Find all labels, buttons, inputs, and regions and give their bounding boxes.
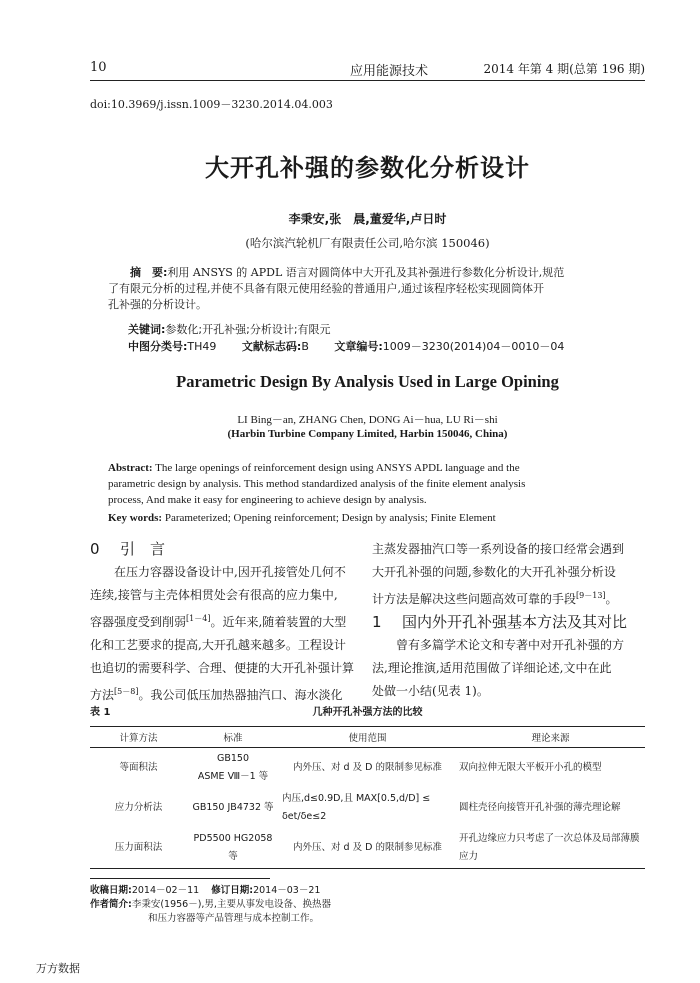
table-cell: 等面积法 — [119, 762, 158, 773]
body-line: 处做一小结(见表 1)。 — [372, 684, 489, 698]
table-caption — [90, 703, 645, 718]
abstract-cn-line: 了有限元分析的过程,并使不具备有限元使用经验的普通用户,通过该程序轻松实现圆筒体开 — [108, 282, 544, 295]
keywords-en-label: Key words: — [108, 512, 163, 524]
keywords-en: Key words: Parameterized; Opening reinforcement; Design by analysis; Finite Element — [108, 512, 496, 524]
title-cn: 大开孔补强的参数化分析设计 — [205, 154, 530, 182]
table-cell: 应力分析法 — [114, 802, 163, 813]
journal-name: 应用能源技术 — [350, 64, 429, 79]
body-line: 化和工艺要求的提高,大开孔越来越多。工程设计 — [90, 638, 346, 652]
authors-en: LI Bing－an, ZHANG Chen, DONG Ai－hua, LU Ri－shi — [237, 414, 498, 426]
abstract-cn-label: 摘 要: — [130, 266, 168, 279]
table-label: 表 1 — [90, 707, 111, 718]
watermark: 万方数据 — [36, 962, 80, 975]
body-line: 曾有多篇学术论文和专著中对开孔补强的方 — [396, 638, 625, 652]
section-1-heading: 1 国内外开孔补强基本方法及其对比 — [372, 613, 628, 631]
table-header: 标准 — [187, 727, 279, 748]
table-cell: 压力面积法 — [90, 828, 187, 869]
table-row — [90, 748, 645, 789]
citation[interactable]: [5－8] — [114, 687, 139, 696]
table-header-row — [90, 727, 645, 748]
article-no-label: 文章编号: — [334, 340, 383, 353]
abstract-en-line: process, And make it easy for engineering to achieve design by analysis. — [108, 494, 427, 506]
table-cell: GB150 JB4732 等 — [192, 802, 274, 813]
doc-code-label: 文献标志码: — [241, 340, 302, 353]
body-line: 容器强度受到削弱[1－4]。近年来,随着装置的大型 — [90, 614, 347, 629]
body-line: 连续,接管与主壳体相贯处会有很高的应力集中, — [90, 588, 338, 602]
table-cell: 内压,d≤0.9D,且 MAX[0.5,d/D] ≤ δet/δe≤2 — [282, 793, 431, 822]
abstract-cn — [108, 265, 628, 313]
table-cell: 开孔边缘应力只考虑了一次总体及局部薄膜应力 — [456, 828, 645, 869]
footnote-author-cont: 和压力容器等产品管理与成本控制工作。 — [148, 913, 320, 924]
citation[interactable]: [1－4] — [186, 614, 211, 623]
table-title: 几种开孔补强方法的比较 — [312, 707, 423, 718]
left-column — [90, 538, 355, 707]
footnote-divider — [90, 878, 270, 879]
clc-label: 中图分类号: — [128, 340, 188, 353]
table-cell: 内外压、对 d 及 D 的限制参见标准 — [293, 762, 442, 773]
table-cell: 圆柱壳径向接管开孔补强的薄壳理论解 — [459, 802, 621, 813]
table-cell: 内外压、对 d 及 D 的限制参见标准 — [279, 828, 456, 869]
table-cell: PD5500 HG2058 等 — [187, 828, 279, 869]
classification-row — [128, 338, 586, 354]
issue-info: 2014 年第 4 期(总第 196 期) — [483, 62, 645, 76]
running-header — [90, 58, 645, 81]
footnote-author: 作者简介:李秉安(1956－),男,主要从事发电设备、换热器 — [90, 899, 331, 910]
body-line: 在压力容器设备设计中,因开孔接管处几何不 — [114, 565, 346, 579]
abstract-cn-line: 摘 要:利用 ANSYS 的 APDL 语言对圆筒体中大开孔及其补强进行参数化分析设计,规范 — [130, 266, 565, 279]
table-header: 使用范围 — [279, 727, 456, 748]
table-cell: GB150 ASME Ⅷ－1 等 — [197, 753, 269, 782]
table-row — [90, 788, 645, 828]
table-row — [90, 828, 645, 869]
citation[interactable]: [9－13] — [576, 591, 606, 600]
abstract-en-line: parametric design by analysis. This method standardized analysis of the finite element analysis — [108, 478, 526, 490]
body-line: 也追切的需要科学、合理、便捷的大开孔补强计算 — [90, 661, 355, 675]
page-number: 10 — [90, 60, 107, 75]
body-line: 法,理论推演,适用范围做了详细论述,文中在此 — [372, 661, 612, 675]
footnote-dates: 收稿日期:2014－02－11 修订日期:2014－03－21 — [90, 885, 321, 896]
right-column — [372, 538, 645, 703]
doc-code-value: B — [301, 340, 309, 353]
article-no-value: 1009－3230(2014)04－0010－04 — [382, 340, 565, 353]
keywords-cn-label: 关键词: — [128, 323, 166, 336]
title-en: Parametric Design By Analysis Used in Large Opining — [176, 372, 559, 391]
table-cell: 双向拉伸无限大平板开小孔的模型 — [459, 762, 602, 773]
abstract-en-label: Abstract: — [108, 462, 153, 474]
affiliation-cn: (哈尔滨汽轮机厂有限责任公司,哈尔滨 150046) — [245, 236, 490, 250]
abstract-en-line: Abstract: The large openings of reinforcement design using ANSYS APDL language and the — [108, 462, 520, 474]
keywords-cn: 关键词:参数化;开孔补强;分析设计;有限元 — [128, 323, 331, 336]
affiliation-en: (Harbin Turbine Company Limited, Harbin 150046, China) — [227, 428, 508, 440]
doi[interactable]: doi:10.3969/j.issn.1009－3230.2014.04.003 — [90, 98, 333, 111]
body-line: 计方法是解决这些问题高效可靠的手段[9－13]。 — [372, 591, 618, 606]
abstract-en — [108, 460, 628, 508]
table-header: 理论来源 — [456, 727, 645, 748]
abstract-cn-line: 孔补强的分析设计。 — [108, 298, 207, 311]
body-line: 主蒸发器抽汽口等一系列设备的接口经常会遇到 — [372, 542, 625, 556]
section-0-heading: 0 引 言 — [90, 540, 166, 558]
table-header: 计算方法 — [90, 727, 187, 748]
clc-value: TH49 — [187, 340, 217, 353]
body-line: 方法[5－8]。我公司低压加热器抽汽口、海水淡化 — [90, 687, 343, 702]
authors-cn: 李秉安,张 晨,董爱华,卢日时 — [288, 212, 447, 226]
comparison-table — [90, 726, 645, 869]
body-line: 大开孔补强的问题,参数化的大开孔补强分析设 — [372, 565, 616, 579]
